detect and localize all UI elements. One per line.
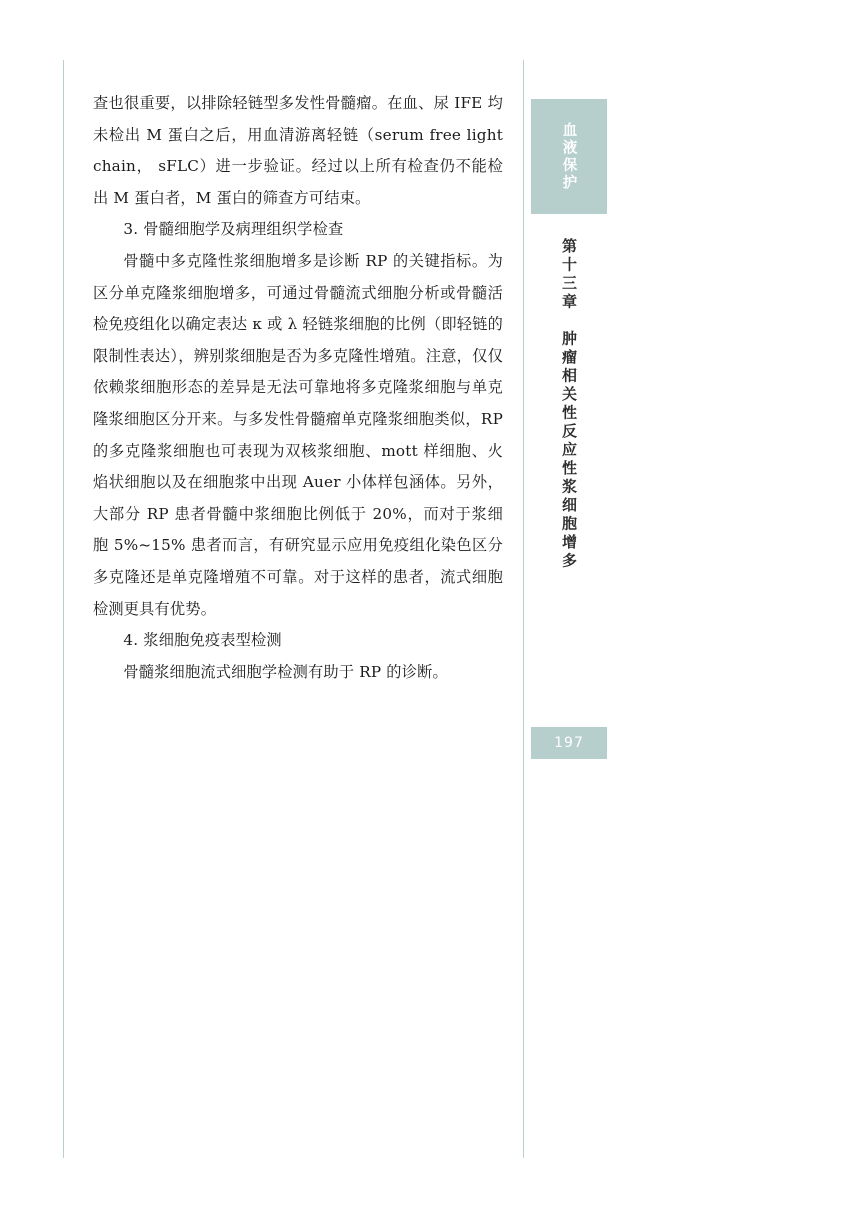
heading-section-3: 3. 骨髓细胞学及病理组织学检查 bbox=[123, 220, 344, 239]
section-thumb-tab-label: 血液保护 bbox=[560, 121, 577, 192]
heading-section-4: 4. 浆细胞免疫表型检测 bbox=[123, 631, 282, 650]
page-folio bbox=[531, 727, 607, 759]
body-text-column bbox=[93, 88, 503, 688]
chapter-sidebar bbox=[531, 238, 607, 708]
chapter-sidebar-label: 第十三章 肿瘤相关性反应性浆细胞增多 bbox=[560, 238, 578, 571]
paragraph: 骨髓浆细胞流式细胞学检测有助于 RP 的诊断。 bbox=[123, 662, 448, 681]
section-thumb-tab bbox=[531, 99, 607, 214]
paragraph: 查也很重要，以排除轻链型多发性骨髓瘤。在血、尿 IFE 均未检出 M 蛋白之后，用血清游离轻链（serum free light chain， sFLC）进一步验证。经过以上所有检查仍不能检出 M 蛋白者，M 蛋白的筛查方可结束。 bbox=[93, 94, 503, 207]
page-rule-inner bbox=[523, 60, 524, 1158]
page-number: 197 bbox=[554, 735, 584, 751]
paragraph: 骨髓中多克隆性浆细胞增多是诊断 RP 的关键指标。为区分单克隆浆细胞增多，可通过骨髓流式细胞分析或骨髓活检免疫组化以确定表达 κ 或 λ 轻链浆细胞的比例（即轻链的限制性表达），辨别浆细胞是否为多克隆性增殖。注意，仅仅依赖浆细胞形态的差异是无法可靠地将多克隆浆细胞与单克隆浆细胞区分开来。与多发性骨髓瘤单克隆浆细胞类似，RP 的多克隆浆细胞也可表现为双核浆细胞、mott 样细胞、火焰状细胞以及在细胞浆中出现 Auer 小体样包涵体。另外，大部分 RP 患者骨髓中浆细胞比例低于 20%，而对于浆细胞 5%~15% 患者而言，有研究显示应用免疫组化染色区分多克隆还是单克隆增殖不可靠。对于这样的患者，流式细胞检测更具有优势。 bbox=[93, 251, 503, 618]
page-rule-left bbox=[63, 60, 64, 1158]
